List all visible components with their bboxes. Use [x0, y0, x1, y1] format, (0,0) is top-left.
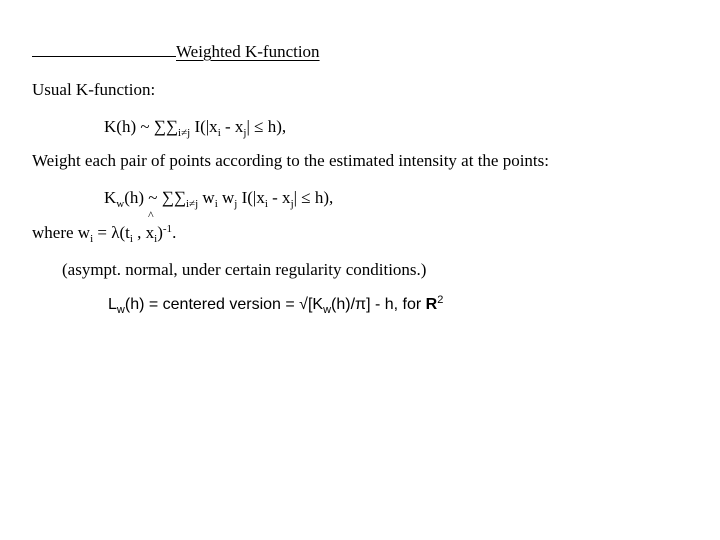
- formula-lhs: K(h) ~ ∑∑: [104, 117, 179, 136]
- formula-text: (h) = centered version = √[K: [124, 296, 324, 313]
- formula-text: .: [172, 223, 177, 242]
- subscript: i: [214, 198, 218, 210]
- formula-text: w: [198, 188, 215, 207]
- subscript: j: [290, 198, 294, 210]
- formula-text: I(|x: [237, 188, 265, 207]
- title-text: Weighted K-function: [176, 42, 320, 61]
- formula-text: I(|x: [190, 117, 218, 136]
- subscript: j: [234, 198, 238, 210]
- superscript: -1: [162, 223, 173, 235]
- subscript: i: [129, 233, 133, 245]
- formula-text: = λ(t: [93, 223, 130, 242]
- sum-index: i≠j: [186, 198, 199, 210]
- l-function-formula: [108, 295, 443, 315]
- formula-text: | ≤ h),: [293, 188, 334, 207]
- formula-text: L: [108, 296, 117, 313]
- weighted-k-formula: [104, 188, 333, 208]
- formula-text: where w: [32, 223, 91, 242]
- subscript: i: [217, 127, 221, 139]
- weight-description: Weight each pair of points according to the estimated intensity at the points:: [32, 151, 549, 170]
- formula-text: (h)/π] - h, for: [331, 296, 426, 313]
- bold-r: R: [425, 296, 438, 313]
- subscript: i: [90, 233, 94, 245]
- subscript: w: [323, 304, 332, 316]
- asymptotic-note: (asympt. normal, under certain regularity conditions.): [62, 260, 427, 279]
- weight-definition: [32, 223, 176, 243]
- subscript: w: [116, 198, 125, 210]
- formula-text: ): [157, 223, 163, 242]
- formula-text: w: [217, 188, 235, 207]
- formula-text: - x: [220, 117, 244, 136]
- sum-index: i≠j: [178, 127, 191, 139]
- superscript: 2: [437, 294, 444, 306]
- formula-text: - x: [267, 188, 291, 207]
- formula-text: (h) ~ ∑∑: [124, 188, 186, 207]
- formula-text: | ≤ h),: [246, 117, 287, 136]
- slide-title: [32, 42, 320, 62]
- usual-k-label: Usual K-function:: [32, 80, 156, 99]
- subscript: i: [154, 233, 158, 245]
- subscript: w: [116, 304, 125, 316]
- subscript: i: [264, 198, 268, 210]
- formula-text: K: [104, 188, 117, 207]
- formula-text: , x: [132, 223, 155, 242]
- title-underline-rule: [32, 42, 176, 57]
- subscript: j: [243, 127, 247, 139]
- usual-k-formula: [104, 117, 286, 137]
- hat-accent: ^: [148, 208, 154, 222]
